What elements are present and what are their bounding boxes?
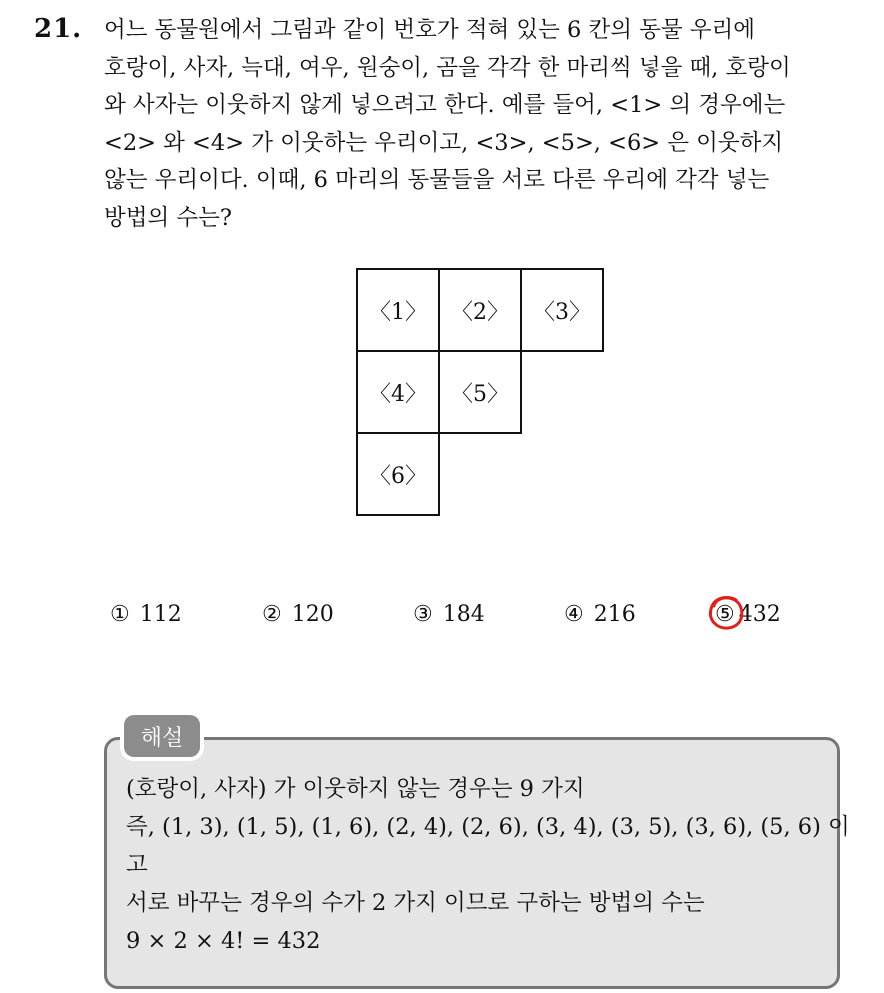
- solution-line: 서로 바꾸는 경우의 수가 2 가지 이므로 구하는 방법의 수는: [126, 890, 705, 916]
- choice-number: ②: [262, 602, 282, 627]
- choice-number: ④: [564, 602, 584, 627]
- choice-2[interactable]: [262, 602, 334, 627]
- cage-cell-5: 〈5〉: [438, 350, 522, 434]
- cage-cell-3: 〈3〉: [520, 268, 604, 352]
- question-line: 호랑이, 사자, 늑대, 여우, 원숭이, 곰을 각각 한 마리씩 넣을 때, 호랑이: [104, 54, 791, 81]
- choice-value: 112: [139, 602, 182, 627]
- cage-cell-1: 〈1〉: [356, 268, 440, 352]
- question-text: [104, 12, 864, 237]
- question-number: 21.: [34, 14, 83, 44]
- solution-line: 고: [126, 852, 148, 878]
- choice-1[interactable]: [110, 602, 182, 627]
- choice-3[interactable]: [413, 602, 485, 627]
- choice-number: ③: [413, 602, 433, 627]
- choice-value: 432: [738, 602, 781, 627]
- question-line: 않는 우리이다. 이때, 6 마리의 동물들을 서로 다른 우리에 각각 넣는: [104, 167, 770, 193]
- solution-line: 9 × 2 × 4! = 432: [126, 928, 321, 954]
- choice-4[interactable]: [564, 602, 636, 627]
- choice-value: 216: [593, 602, 636, 627]
- solution-tab-label: 해설: [124, 715, 200, 757]
- question-line: 와 사자는 이웃하지 않게 넣으려고 한다. 예를 들어, <1> 의 경우에는: [104, 92, 786, 118]
- choice-value: 184: [442, 602, 485, 627]
- question-line: 어느 동물원에서 그림과 같이 번호가 적혀 있는 6 칸의 동물 우리에: [104, 17, 755, 43]
- solution-line: (호랑이, 사자) 가 이웃하지 않는 경우는 9 가지: [126, 776, 585, 802]
- question-line: <2> 와 <4> 가 이웃하는 우리이고, <3>, <5>, <6> 은 이웃하지: [104, 129, 784, 156]
- solution-line: 즉, (1, 3), (1, 5), (1, 6), (2, 4), (2, 6), (3, 4), (3, 5), (3, 6), (5, 6) 이: [126, 814, 850, 840]
- question-line: 방법의 수는?: [104, 204, 232, 231]
- choice-number: ①: [110, 602, 130, 627]
- solution-text: [126, 770, 850, 960]
- cage-cell-2: 〈2〉: [438, 268, 522, 352]
- cage-grid-diagram: [356, 268, 606, 518]
- choice-number: ⑤: [715, 602, 735, 627]
- choice-value: 120: [291, 602, 334, 627]
- answer-mark-circle-icon: [706, 592, 746, 632]
- cage-cell-4: 〈4〉: [356, 350, 440, 434]
- cage-cell-6: 〈6〉: [356, 432, 440, 516]
- answer-choices: [0, 602, 884, 636]
